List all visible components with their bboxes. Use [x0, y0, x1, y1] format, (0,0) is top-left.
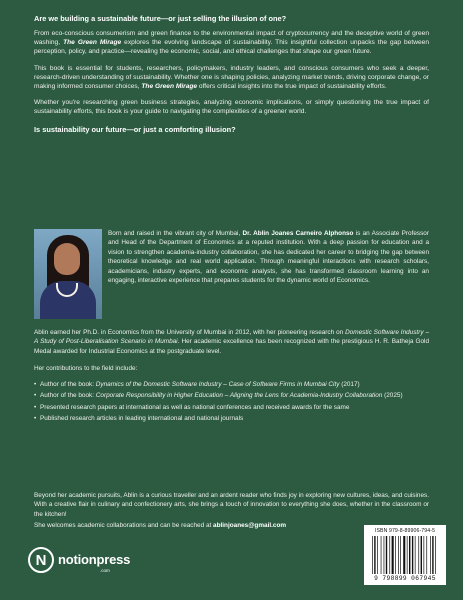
photo-face	[54, 243, 80, 275]
intro-section	[34, 14, 429, 134]
phd-paragraph	[34, 328, 429, 356]
isbn-label: ISBN 979-8-89906-794-5	[374, 528, 436, 534]
contact-line	[34, 521, 286, 530]
beyond-section	[34, 491, 429, 519]
book-title: Dynamics of the Domestic Software Industry – Case of Software Firms in Mumbai City	[95, 381, 340, 389]
contact-text: She welcomes academic collaborations and can be reached at	[34, 522, 214, 529]
item-text: (2025)	[382, 392, 403, 400]
phd-text: . Her academic excellence has been recognized with the prestigious H. R. Batheja Gold Medal awarded for Industrial Economics at the postgraduate level.	[34, 338, 429, 355]
intro-text: This book is essential for students, researchers, policymakers, industry leaders, and conscious consumers who seek a deeper, research-driven understanding of sustainability. Whether one is shaping policies, analyzing market trends, driving corporate change, or making informed consumer choices,	[34, 64, 429, 91]
logo-letter: N	[35, 551, 47, 569]
author-details	[34, 328, 429, 425]
list-item: • Published research articles in leading international and national journals	[34, 414, 429, 423]
publisher-name: notionpress	[58, 552, 131, 567]
publisher-logo	[28, 547, 131, 577]
author-photo	[34, 229, 102, 319]
list-item: • Presented research papers at international as well as national conferences and received awards for the same	[34, 403, 429, 412]
item-text: Author of the book:	[40, 381, 96, 389]
list-item	[34, 391, 429, 400]
contributions-intro: Her contributions to the field include:	[34, 364, 138, 372]
ean-number: 9 798899 067945	[374, 575, 436, 582]
barcode-bars	[371, 536, 439, 574]
opening-question: Are we building a sustainable future—or just selling the illusion of one?	[34, 14, 287, 23]
intro-text: From eco-conscious consumerism and green finance to the environmental impact of cryptocurrency and the deceptive world of green washing,	[34, 30, 429, 47]
author-email: ablinjoanes@gmail.com	[213, 522, 287, 529]
intro-paragraph-1	[34, 29, 429, 57]
list-item	[34, 380, 429, 389]
author-section	[34, 229, 429, 285]
item-text: Author of the book:	[40, 392, 96, 400]
barcode-icon	[371, 536, 439, 574]
book-title: The Green Mirage	[63, 39, 122, 47]
intro-text: offers critical insights into the true impact of sustainability efforts.	[197, 83, 387, 91]
bio-text: is an Associate Professor and Head of the Department of Economics at a reputed institution. With a deep passion for education and a vision to strengthen academia-industry collaboration, she has dedicated her career to bridging the gap between theoretical knowledge and real world application. Through meaningful interactions with research scholars, academicians, industry experts, and economic analysts, she has transformed classroom learning into an engaging, interactive experience that prepares students for the dynamic world of Economics.	[108, 230, 429, 285]
intro-text: explores the evolving landscape of sustainability. This insightful collection unpacks the gap between perception, policy, and practice—revealing the economic, social, and ethical challenges that shape our green future.	[34, 39, 429, 56]
author-bio	[108, 229, 429, 285]
beyond-paragraph: Beyond her academic pursuits, Ablin is a curious traveller and an ardent reader who finds joy in exploring new cultures, ideas, and cuisines. With a creative flair in culinary and confectionery arts, she brings a touch of innovation to everything she does, whether in the classroom or the kitchen!	[34, 492, 429, 518]
phd-title: Domestic Software Industry – A Study of Post-Liberalisation Scenario in Mumbai	[34, 329, 429, 346]
book-title: The Green Mirage	[141, 83, 198, 91]
closing-question: Is sustainability our future—or just a comforting illusion?	[34, 124, 236, 134]
notionpress-logo-icon	[28, 547, 54, 573]
author-name: Dr. Ablin Joanes Carneiro Alphonso	[242, 230, 354, 237]
item-text: (2017)	[339, 381, 360, 389]
publisher-domain: .com	[100, 568, 110, 573]
contributions-list	[34, 380, 429, 423]
intro-paragraph-2	[34, 64, 429, 92]
isbn-barcode	[364, 525, 446, 585]
intro-paragraph-3: Whether you're researching green business strategies, analyzing economic implications, or simply questioning the true impact of sustainability efforts, this book is your guide to navigating the complexities of a greener world.	[34, 99, 429, 116]
bio-text: Born and raised in the vibrant city of Mumbai,	[108, 230, 243, 237]
phd-text: Ablin earned her Ph.D. in Economics from the University of Mumbai in 2012, with her pioneering research on	[34, 329, 346, 336]
book-title: Corporate Responsibility in Higher Education – Aligning the Lens for Academia-Industry Collaboration	[95, 392, 383, 400]
